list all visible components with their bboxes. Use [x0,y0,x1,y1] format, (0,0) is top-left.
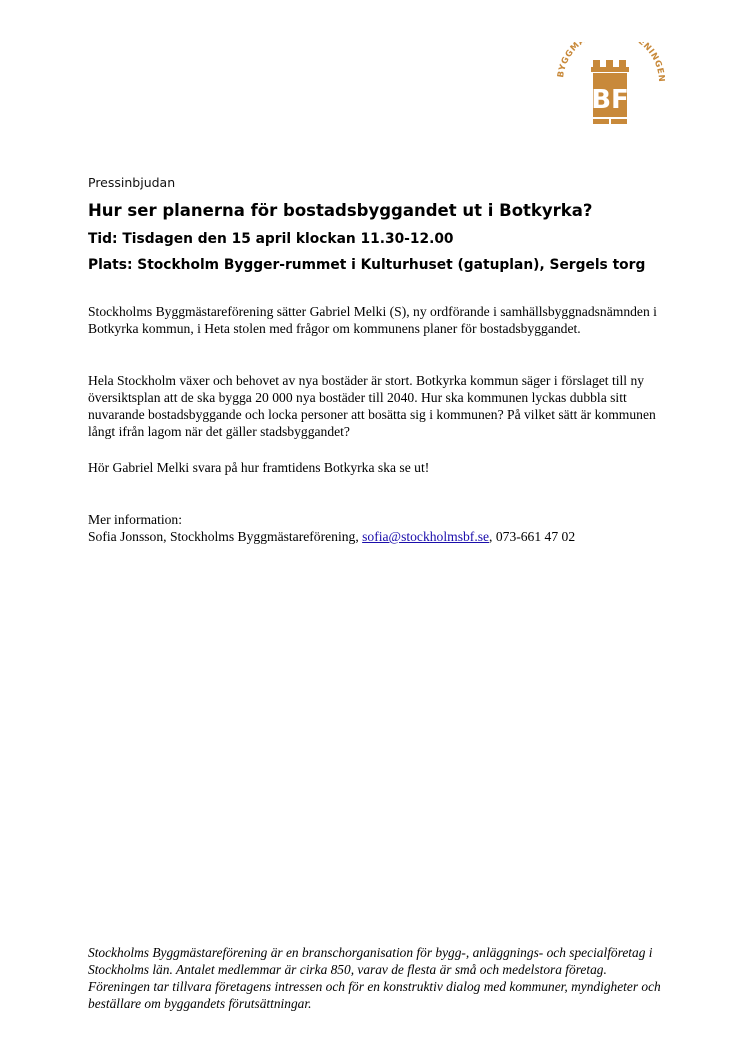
document-kicker: Pressinbjudan [88,175,176,190]
contact-block [88,511,668,545]
contact-line [88,528,668,545]
logo-monogram: BF [591,85,629,115]
event-place: Plats: Stockholm Bygger-rummet i Kulturhuset (gatuplan), Sergels torg [88,257,646,273]
logo-ring-text: BYGGM ENINGE [556,42,665,79]
body-paragraph-1: Stockholms Byggmästareförening sätter Gabriel Melki (S), ny ordförande i samhällsbyggnadsnämnden i Botkyrka kommun, i Heta stolen med frågor om kommunens planer för bostadsbyggandet. [88,304,657,336]
body-paragraph-2: Hela Stockholm växer och behovet av nya bostäder är stort. Botkyrka kommun säger i förslaget till ny översiktsplan att de ska bygga 20 000 nya bostäder till 2040. Hur ska kommunen lyckas dubbla sitt nuvarande bostadsbyggande och locka personer att bosätta sig i kommunen? På vilket sätt är kommunen långt ifrån lagom när det gäller stadsbyggandet? [88,373,656,439]
contact-phone: , 073-661 47 02 [489,529,576,544]
byggmastareforeningen-logo [555,42,665,142]
event-time: Tid: Tisdagen den 15 april klockan 11.30-12.00 [88,231,454,247]
body-paragraph-3: Hör Gabriel Melki svara på hur framtidens Botkyrka ska se ut! [88,460,430,475]
contact-heading: Mer information: [88,512,183,527]
press-title: Hur ser planerna för bostadsbyggandet ut i Botkyrka? [88,201,593,220]
contact-email-link[interactable]: sofia@stockholmsbf.se [362,529,490,544]
contact-name: Sofia Jonsson, Stockholms Byggmästareförening, [88,529,363,544]
footer-about: Stockholms Byggmästareförening är en branschorganisation för bygg-, anläggnings- och specialföretag i Stockholms län. Antalet medlemmar är cirka 850, varav de flesta är små och medelstora företag. Föreningen tar tillvara företagens intressen och för en konstruktiv dialog med kommuner, myndigheter och beställare om byggandets förutsättningar. [88,945,661,1011]
